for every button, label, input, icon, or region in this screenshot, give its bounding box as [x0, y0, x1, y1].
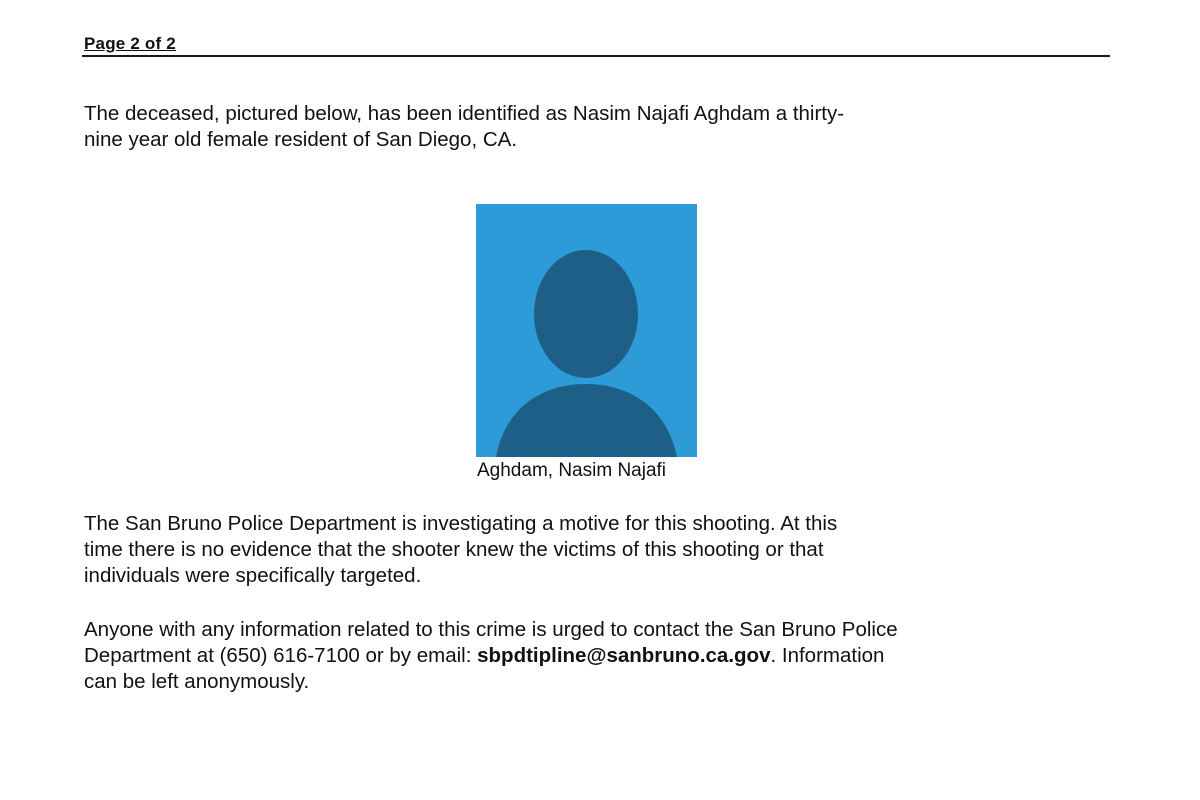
investigation-line-1: The San Bruno Police Department is investigating a motive for this shooting. At this — [84, 512, 838, 535]
photo-caption: Aghdam, Nasim Najafi — [477, 460, 667, 481]
contact-line-1: Anyone with any information related to this crime is urged to contact the San Bruno Police — [84, 618, 898, 641]
intro-line-2: nine year old female resident of San Diego, CA. — [84, 128, 518, 151]
investigation-line-3: individuals were specifically targeted. — [84, 564, 422, 587]
contact-line-2-suffix: . Information — [770, 644, 885, 667]
contact-line-2-prefix: Department at (650) 616-7100 or by email: — [84, 644, 478, 667]
photo-placeholder — [476, 204, 697, 457]
page-number: Page 2 of 2 — [84, 34, 176, 53]
intro-paragraph — [84, 101, 1114, 153]
intro-line-1: The deceased, pictured below, has been identified as Nasim Najafi Aghdam a thirty- — [84, 102, 845, 125]
investigation-line-2: time there is no evidence that the shooter knew the victims of this shooting or that — [84, 538, 824, 561]
tipline-email-link[interactable]: sbpdtipline@sanbruno.ca.gov — [477, 644, 771, 667]
id-photo — [476, 204, 697, 457]
investigation-paragraph — [84, 511, 1114, 589]
contact-line-3: can be left anonymously. — [84, 670, 310, 693]
contact-line-2 — [84, 643, 1114, 669]
page-header — [82, 28, 1110, 57]
contact-paragraph — [84, 617, 1114, 695]
